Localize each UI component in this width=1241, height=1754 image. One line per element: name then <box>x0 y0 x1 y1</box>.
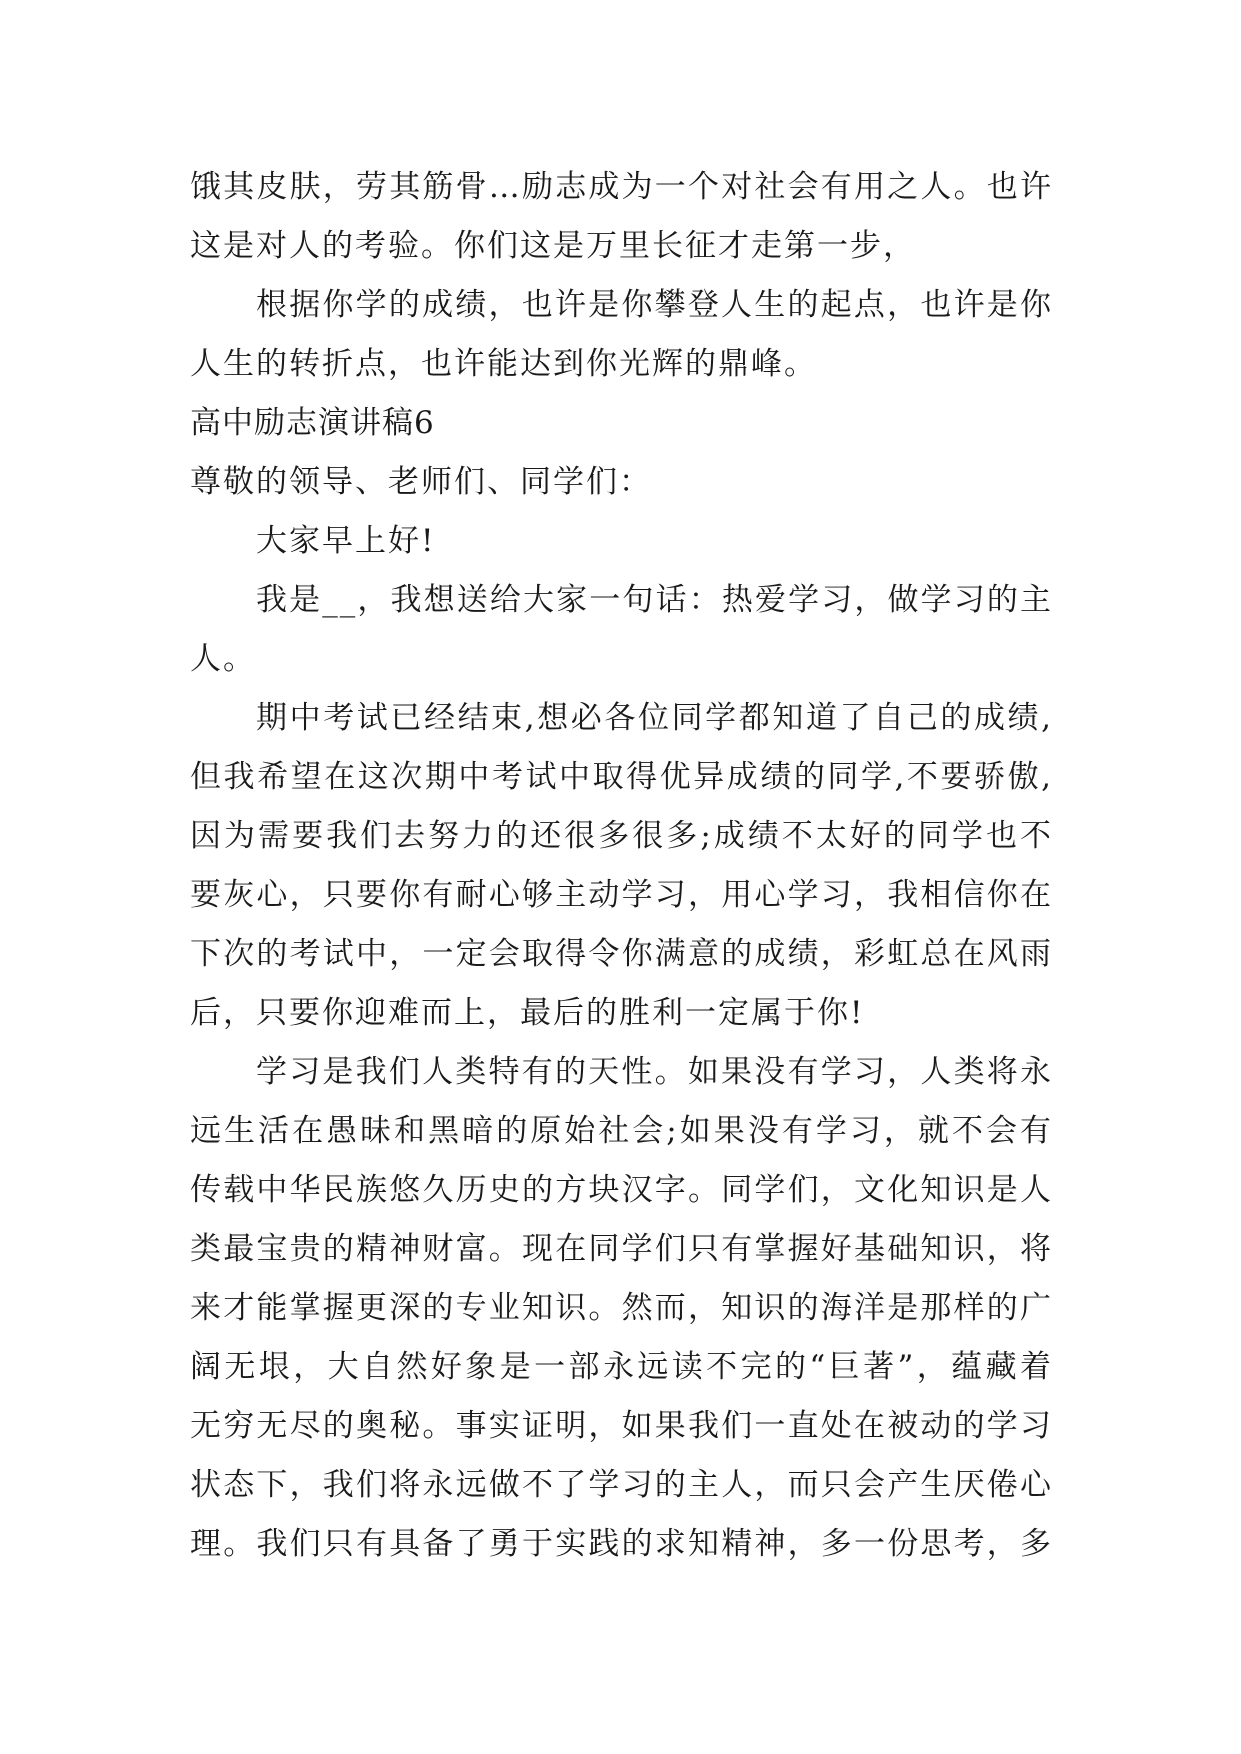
text-line: 因为需要我们去努力的还很多很多;成绩不太好的同学也不 <box>190 818 1053 854</box>
text-line: 无穷无尽的奥秘。事实证明，如果我们一直处在被动的学习 <box>190 1408 1053 1444</box>
salutation: 尊敬的领导、老师们、同学们： <box>190 464 652 500</box>
paragraph-first-line: 期中考试已经结束,想必各位同学都知道了自己的成绩, <box>256 700 1053 736</box>
text-line: 下次的考试中，一定会取得令你满意的成绩，彩虹总在风雨 <box>190 936 1053 972</box>
text-line: 这是对人的考验。你们这是万里长征才走第一步， <box>190 228 916 264</box>
text-line: 理。我们只有具备了勇于实践的求知精神，多一份思考，多 <box>190 1526 1053 1562</box>
paragraph-first-line: 根据你学的成绩，也许是你攀登人生的起点，也许是你 <box>256 287 1053 323</box>
text-line: 后，只要你迎难而上，最后的胜利一定属于你! <box>190 995 865 1031</box>
text-line: 来才能掌握更深的专业知识。然而，知识的海洋是那样的广 <box>190 1290 1053 1326</box>
section-title: 高中励志演讲稿6 <box>190 405 435 441</box>
paragraph-first-line: 学习是我们人类特有的天性。如果没有学习，人类将永 <box>256 1054 1053 1090</box>
text-line: 传载中华民族悠久历史的方块汉字。同学们，文化知识是人 <box>190 1172 1053 1208</box>
text-line: 要灰心，只要你有耐心够主动学习，用心学习，我相信你在 <box>190 877 1053 913</box>
text-line: 人。 <box>190 641 256 677</box>
text-line: 饿其皮肤，劳其筋骨…励志成为一个对社会有用之人。也许 <box>190 169 1053 205</box>
text-line: 类最宝贵的精神财富。现在同学们只有掌握好基础知识，将 <box>190 1231 1053 1267</box>
text-line: 远生活在愚昧和黑暗的原始社会;如果没有学习，就不会有 <box>190 1113 1053 1149</box>
document-body <box>190 158 1053 1574</box>
greeting: 大家早上好! <box>256 523 436 559</box>
text-line: 状态下，我们将永远做不了学习的主人，而只会产生厌倦心 <box>190 1467 1053 1503</box>
text-line: 人生的转折点，也许能达到你光辉的鼎峰。 <box>190 346 817 382</box>
text-line: 阔无垠，大自然好象是一部永远读不完的“巨著”，蕴藏着 <box>190 1349 1053 1385</box>
text-line: 但我希望在这次期中考试中取得优异成绩的同学,不要骄傲, <box>190 759 1053 795</box>
paragraph-first-line: 我是__，我想送给大家一句话：热爱学习，做学习的主 <box>256 582 1053 618</box>
